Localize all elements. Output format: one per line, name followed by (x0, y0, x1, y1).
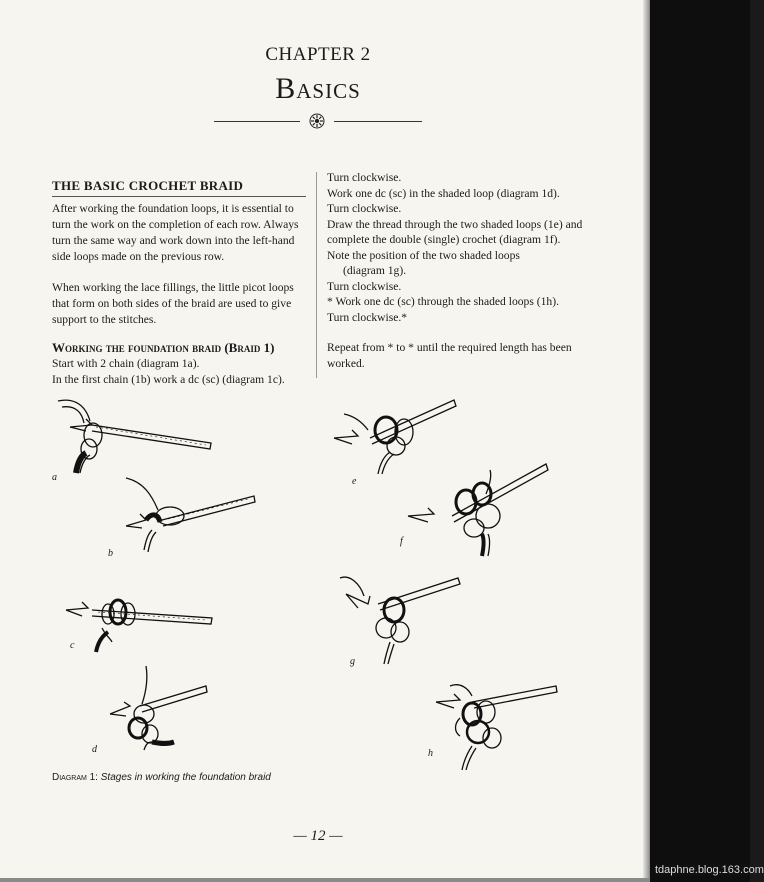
diagram-label-e: e (352, 476, 357, 487)
diagram-label-g: g (350, 656, 355, 667)
diagram-1g-figure (336, 572, 466, 667)
paragraph-picot: When working the lace fillings, the little picot loops that form on both sides of the braid are used to give support to the stitches. (52, 281, 294, 326)
bottom-shadow-band (0, 878, 650, 882)
instruction-line: Turn clockwise. (327, 279, 402, 293)
instruction-line-1: Start with 2 chain (diagram 1a). (52, 357, 200, 370)
diagram-1f-figure (404, 458, 554, 563)
left-text-column (52, 178, 306, 388)
subsection-heading: Working the foundation braid (Braid 1) (52, 340, 275, 355)
diagram-1b-figure (118, 474, 258, 559)
page-number: — 12 — (293, 828, 343, 844)
ornament-line-right (334, 121, 422, 122)
repeat-instruction: Repeat from * to * until the required length has been worked. (327, 341, 572, 370)
diagram-1c-figure (62, 592, 222, 662)
paragraph-turning: After working the foundation loops, it is essential to turn the work on the completion of each row. Always turn the same way and work down into the left-hand side loops made on the previous row. (52, 202, 299, 263)
blog-watermark: tdaphne.blog.163.com (655, 864, 764, 876)
diagram-label-d: d (92, 744, 97, 755)
instruction-line: Turn clockwise. (327, 171, 402, 184)
flower-ornament-icon (309, 113, 325, 129)
ornament-line-left (214, 121, 300, 122)
diagram-label-c: c (70, 640, 75, 651)
diagram-1a-figure (56, 395, 216, 485)
caption-text: Stages in working the foundation braid (97, 772, 271, 783)
column-divider (316, 172, 317, 378)
diagram-1d-figure (102, 664, 212, 759)
instruction-line: Draw the thread through the two shaded loops (1e) and complete the double (single) crochet (diagram 1f). (327, 217, 583, 246)
right-text-column (327, 170, 597, 371)
chapter-title: Basics (275, 72, 361, 105)
caption-prefix: Diagram 1: (52, 772, 98, 783)
instruction-line-2: In the first chain (1b) work a dc (sc) (diagram 1c). (52, 373, 285, 386)
instruction-line: Note the position of the two shaded loops (327, 248, 520, 262)
instruction-line: Work one dc (sc) in the shaded loop (diagram 1d). (327, 186, 560, 200)
diagram-label-a: a (52, 472, 57, 483)
instruction-line: * Work one dc (sc) through the shaded loops (1h). (327, 295, 559, 308)
diagram-label-b: b (108, 548, 113, 559)
diagram-label-f: f (400, 536, 403, 547)
title-ornament (214, 112, 424, 132)
instruction-line: Turn clockwise.* (327, 310, 408, 324)
chapter-number: CHAPTER 2 (265, 44, 371, 65)
diagram-caption (52, 772, 271, 783)
binding-edge (650, 0, 764, 882)
section-heading: THE BASIC CROCHET BRAID (52, 178, 306, 197)
instruction-line: Turn clockwise. (327, 202, 402, 215)
instruction-line: (diagram 1g). (343, 264, 407, 277)
diagram-1h-figure (432, 674, 562, 774)
diagram-label-h: h (428, 748, 433, 759)
